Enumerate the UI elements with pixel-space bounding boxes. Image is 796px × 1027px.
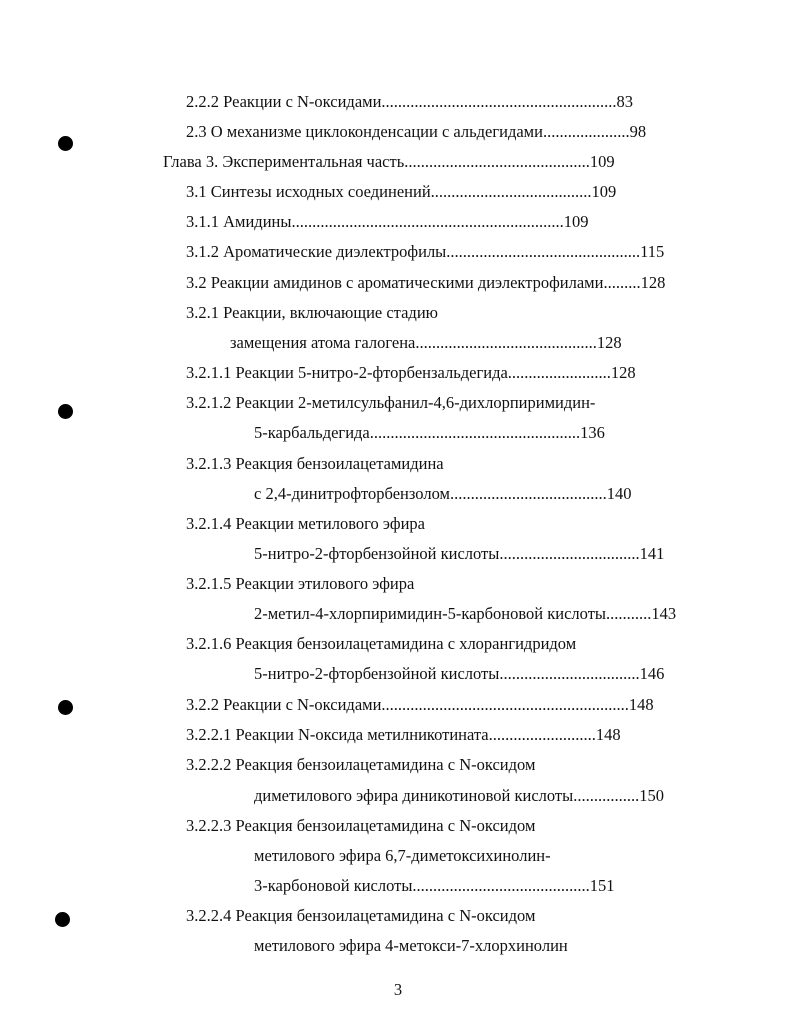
toc-line: 3.2 Реакции амидинов с ароматическими диэлектрофилами.........128	[186, 273, 666, 292]
page-number: 3	[393, 980, 403, 999]
toc-line: 3.2.2.3 Реакция бензоилацетамидина с N-оксидом	[186, 816, 536, 835]
toc-line: 2.3 О механизме циклоконденсации с альдегидами.....................98	[186, 122, 647, 141]
toc-line: 3.1.2 Ароматические диэлектрофилы...............................................115	[186, 242, 665, 261]
toc-line: 5-нитро-2-фторбензойной кислоты..................................146	[254, 664, 665, 683]
toc-line: метилового эфира 4-метокси-7-хлорхинолин	[254, 936, 568, 955]
toc-line: 2-метил-4-хлорпиримидин-5-карбоновой кислоты...........143	[254, 604, 677, 623]
toc-line: 3.2.2.4 Реакция бензоилацетамидина с N-оксидом	[186, 906, 536, 925]
toc-line: 3.2.1 Реакции, включающие стадию	[186, 303, 438, 322]
toc-line: 3.2.1.3 Реакция бензоилацетамидина	[186, 454, 444, 473]
toc-line: 5-нитро-2-фторбензойной кислоты..................................141	[254, 544, 665, 563]
toc-line: 3-карбоновой кислоты...........................................151	[254, 876, 615, 895]
toc-line: Глава 3. Экспериментальная часть.............................................109	[163, 152, 615, 171]
toc-line: 3.1.1 Амидины..................................................................109	[186, 212, 589, 231]
punch-hole-3	[58, 700, 73, 715]
toc-line: 3.2.2.1 Реакции N-оксида метилникотината..........................148	[186, 725, 621, 744]
toc-line: 3.2.1.5 Реакции этилового эфира	[186, 574, 415, 593]
toc-line: 3.2.2 Реакции с N-оксидами............................................................148	[186, 695, 654, 714]
toc-line: 2.2.2 Реакции с N-оксидами.........................................................83	[186, 92, 634, 111]
toc-line: 3.2.2.2 Реакция бензоилацетамидина с N-оксидом	[186, 755, 536, 774]
toc-line: замещения атома галогена............................................128	[230, 333, 622, 352]
toc-line: 3.1 Синтезы исходных соединений.......................................109	[186, 182, 617, 201]
toc-line: 3.2.1.1 Реакции 5-нитро-2-фторбензальдегида.........................128	[186, 363, 636, 382]
toc-line: 3.2.1.2 Реакции 2-метилсульфанил-4,6-дихлорпиримидин-	[186, 393, 596, 412]
punch-hole-4	[55, 912, 70, 927]
toc-line: диметилового эфира диникотиновой кислоты................150	[254, 786, 664, 805]
toc-line: метилового эфира 6,7-диметоксихинолин-	[254, 846, 551, 865]
toc-line: с 2,4-динитрофторбензолом......................................140	[254, 484, 632, 503]
toc-line: 3.2.1.4 Реакции метилового эфира	[186, 514, 425, 533]
toc-line: 5-карбальдегида...................................................136	[254, 423, 605, 442]
punch-hole-2	[58, 404, 73, 419]
punch-hole-1	[58, 136, 73, 151]
toc-line: 3.2.1.6 Реакция бензоилацетамидина с хлорангидридом	[186, 634, 577, 653]
